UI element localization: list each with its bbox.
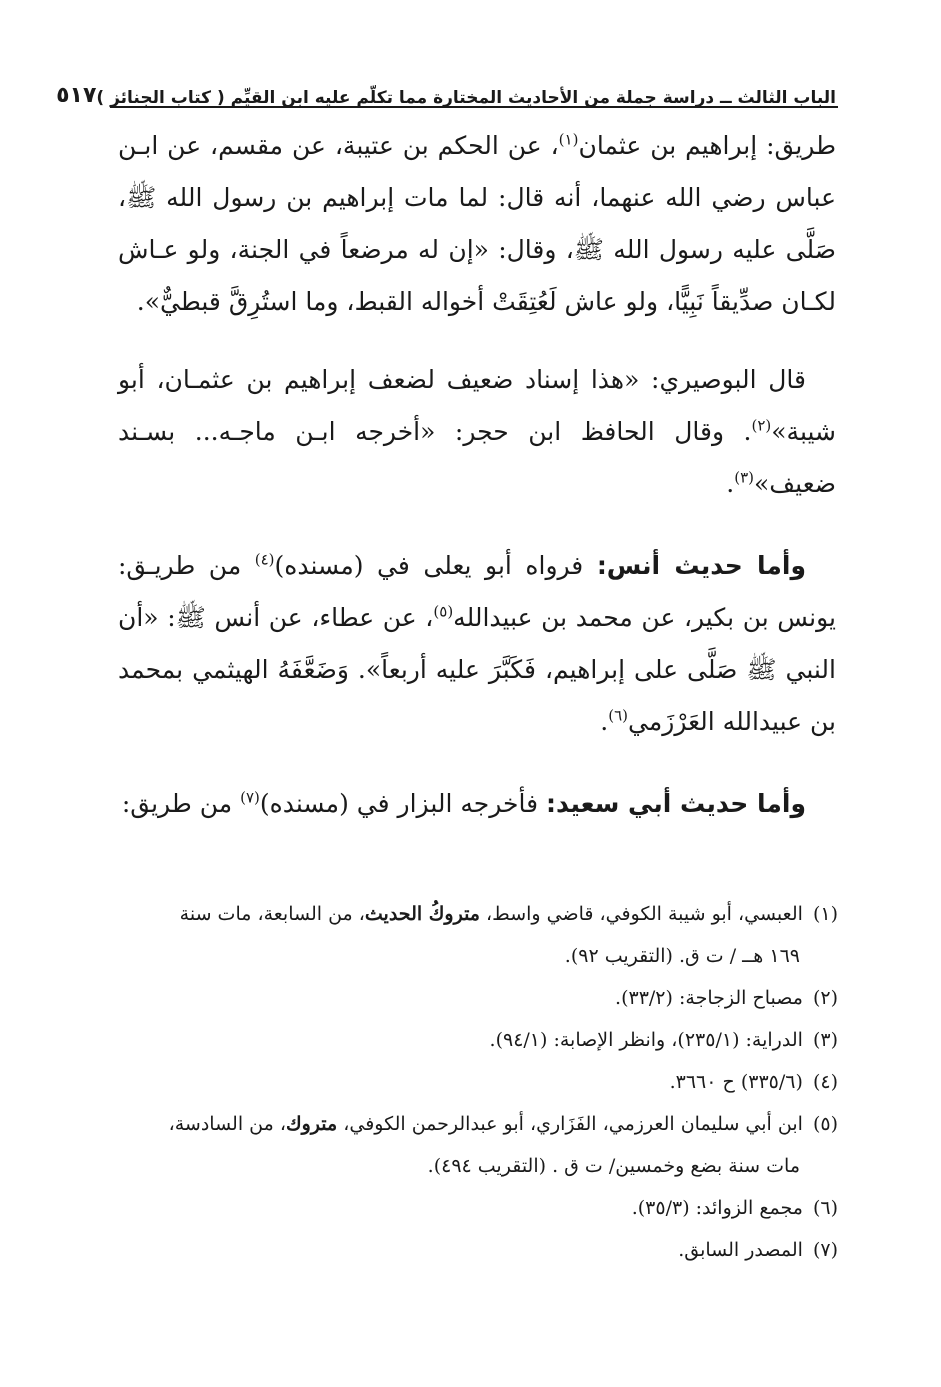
chapter-title: الباب الثالث ــ دراسة جملة من الأحاديث المختارة مما تكلّم عليه ابن القيِّم ( كتاب الجنائز ) (96, 88, 836, 108)
footnote-ref: (٥) (433, 602, 454, 621)
footnote-text: مصباح الزجاجة: (٣٣/٢). (615, 987, 803, 1009)
text-run: طريق: إبراهيم بن عثمان (578, 131, 836, 160)
footnote-7 (110, 1229, 838, 1271)
text-run: فرواه أبو يعلى في (مسنده) (274, 551, 597, 580)
footnote-text: العبسي، أبو شيبة الكوفي، قاضي واسط، (480, 903, 803, 925)
footnote-1 (110, 893, 838, 977)
footnotes (110, 893, 838, 1271)
footnote-number: (٣) (812, 1029, 838, 1051)
section-lead-abu-said: وأما حديث أبي سعيد: (546, 789, 806, 818)
text-run: . (600, 707, 609, 736)
text-run: من طريـق: يونس بن بكير، عن محمد بن عبيدالله (118, 551, 836, 632)
text-run: . وقال الحافظ ابن حجر: «أخرجه ابـن ماجـه... بسـند ضعيف» (118, 417, 836, 498)
footnote-grade: متروكُ الحديث (364, 903, 480, 925)
footnote-text: ابن أبي سليمان العرزمي، الفَزَاري، أبو عبدالرحمن الكوفي، (337, 1113, 803, 1135)
footnote-number: (٧) (812, 1239, 838, 1261)
footnote-text: ، من السابعة، مات سنة (179, 903, 365, 925)
text-run: قال البوصيري: «هذا إسناد ضعيف لضعف إبراهيم بن عثمـان، أبو شيبة» (118, 365, 836, 446)
footnote-number: (٢) (812, 987, 838, 1009)
page-number: ٥١٧ (56, 83, 97, 108)
paragraph-abu-said-hadith (118, 778, 836, 830)
footnote-3 (110, 1019, 838, 1061)
text-run: من طريق: (121, 789, 241, 818)
footnote-ref: (٤) (254, 550, 275, 569)
footnote-ref: (١) (558, 130, 579, 149)
header-rule (110, 106, 838, 108)
paragraph-busiri-grading (118, 354, 836, 510)
text-run: ، عن عطاء، عن أنس ﷺ: «أن النبي ﷺ صَلَّى على إبراهيم، فَكَبَّرَ عليه أربعاً». وَضَعَّفَهُ الهيثمي بمحمد بن عبيدالله العَرْزَمي (118, 603, 836, 736)
text-run: . (726, 469, 735, 498)
footnote-text: (٣٣٥/٦) ح ٣٦٦٠. (669, 1071, 803, 1093)
footnote-ref: (٦) (608, 706, 629, 725)
paragraph-anas-hadith (118, 540, 836, 748)
footnote-number: (١) (812, 903, 838, 925)
footnote-ref: (٧) (240, 788, 260, 807)
footnote-text: مجمع الزوائد: (٣٥/٣). (631, 1197, 803, 1219)
footnote-6 (110, 1187, 838, 1229)
footnote-ref: (٣) (734, 468, 754, 487)
main-text (118, 120, 836, 830)
footnote-number: (٥) (812, 1113, 838, 1135)
footnote-5 (110, 1103, 838, 1187)
footnote-number: (٦) (812, 1197, 838, 1219)
text-run: فأخرجه البزار في (مسنده) (259, 789, 546, 818)
footnote-text: ١٦٩ هــ / ت ق. (التقريب ٩٢). (564, 945, 800, 967)
footnote-ref: (٢) (751, 416, 772, 435)
section-lead-anas: وأما حديث أنس: (596, 551, 806, 580)
footnote-text: الدراية: (٢٣٥/١)، وانظر الإصابة: (٩٤/١). (489, 1029, 803, 1051)
footnote-text: ، من السادسة، (168, 1113, 286, 1135)
footnote-4 (110, 1061, 838, 1103)
footnote-text: مات سنة بضع وخمسين/ ت ق . (التقريب ٤٩٤). (427, 1155, 800, 1177)
running-header (56, 72, 836, 108)
footnote-2 (110, 977, 838, 1019)
footnote-text: المصدر السابق. (678, 1239, 803, 1261)
text-run: ، عن الحكم بن عتيبة، عن مقسم، عن ابـن عباس رضي الله عنهما، أنه قال: لما مات إبراهيم بن رسول الله ﷺ، صَلَّى عليه رسول الله ﷺ، وقال: «إن له مرضعاً في الجنة، ولو عـاش لكـان صدِّيقاً نَبِيًّا، ولو عاش لَعُتِقَتْ أخواله القبط، وما استُرِقَّ قبطيٌّ». (118, 131, 836, 316)
footnote-grade: متروك (285, 1113, 338, 1135)
footnote-number: (٤) (812, 1071, 838, 1093)
paragraph-ibn-abbas-hadith (118, 120, 836, 328)
